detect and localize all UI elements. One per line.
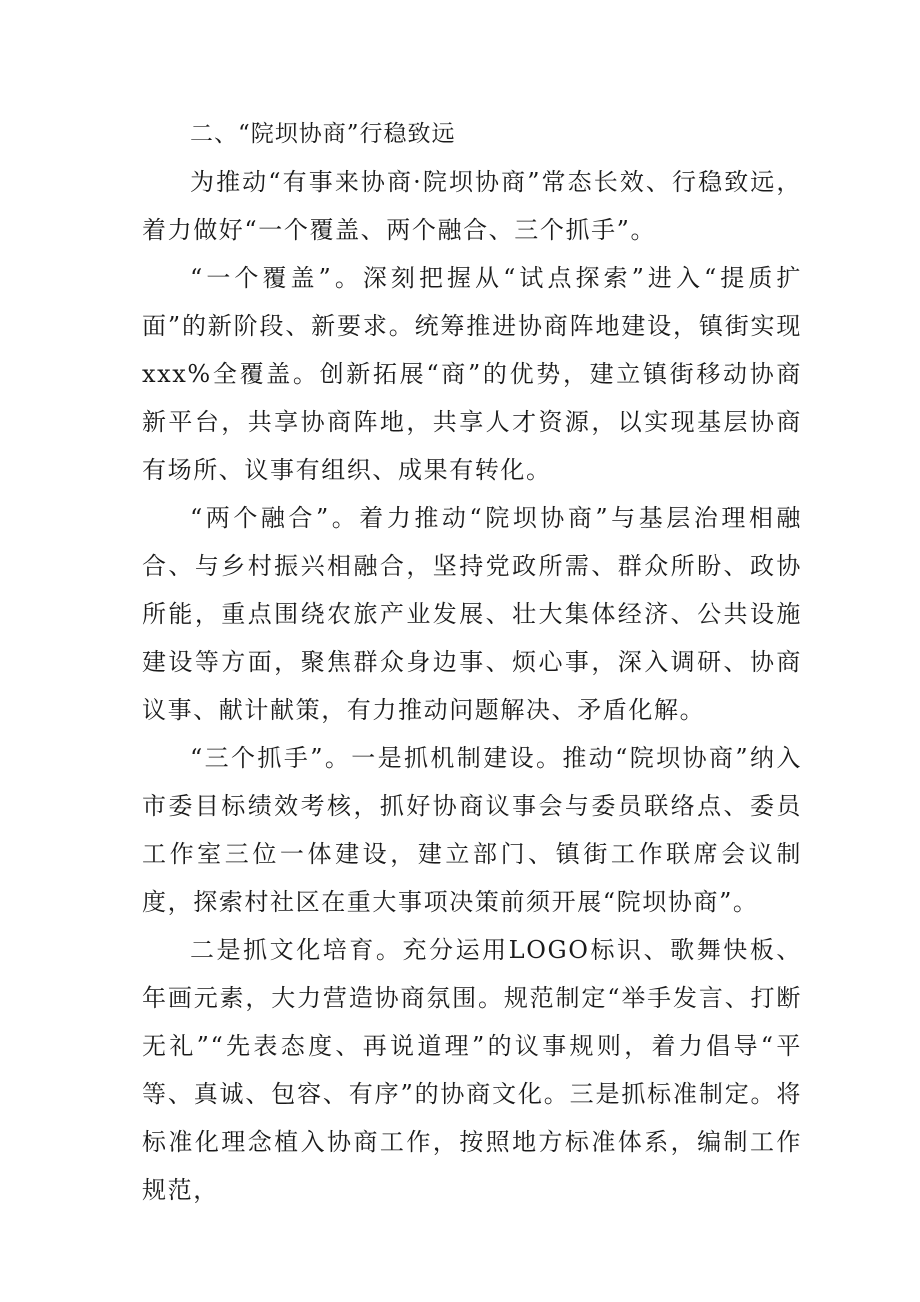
paragraph-two-integrations: “两个融合”。着力推动“院坝协商”与基层治理相融合、与乡村振兴相融合，坚持党政所需、群众所盼、政协所能，重点围绕农旅产业发展、壮大集体经济、公共设施建设等方面，聚焦群众身边事、烦心事，深入调研、协商议事、献计献策，有力推动问题解决、矛盾化解。: [142, 504, 802, 724]
document-body: [142, 110, 802, 1214]
paragraph-one-coverage: “一个覆盖”。深刻把握从“试点探索”进入“提质扩面”的新阶段、新要求。统筹推进协商阵地建设，镇街实现xxx%全覆盖。创新拓展“商”的优势，建立镇街移动协商新平台，共享协商阵地，共享人才资源，以实现基层协商有场所、议事有组织、成果有转化。: [142, 264, 802, 484]
paragraph-three-levers: “三个抓手”。一是抓机制建设。推动“院坝协商”纳入市委目标绩效考核，抓好协商议事会与委员联络点、委员工作室三位一体建设，建立部门、镇街工作联席会议制度，探索村社区在重大事项决策前须开展“院坝协商”。: [142, 744, 802, 916]
section-heading: 二、“院坝协商”行稳致远: [190, 121, 456, 147]
paragraph-culture-standards: 二是抓文化培育。充分运用LOGO标识、歌舞快板、年画元素，大力营造协商氛围。规范制定“举手发言、打断无礼”“先表态度、再说道理”的议事规则，着力倡导“平等、真诚、包容、有序”的协商文化。三是抓标准制定。将标准化理念植入协商工作，按照地方标准体系，编制工作规范，: [142, 936, 802, 1204]
paragraph-intro: 为推动“有事来协商·院坝协商”常态长效、行稳致远，着力做好“一个覆盖、两个融合、三个抓手”。: [142, 168, 802, 244]
